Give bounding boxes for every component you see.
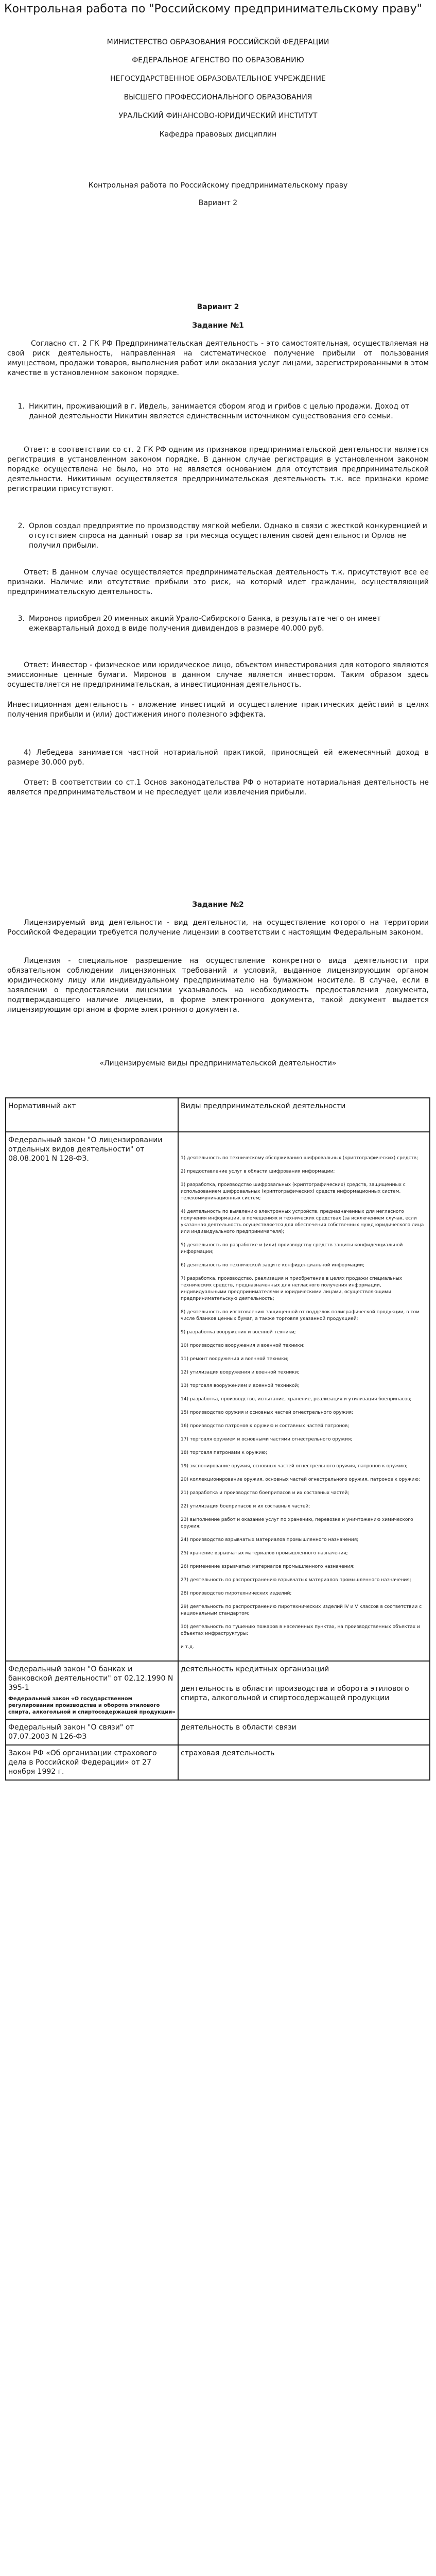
table-cell-act bbox=[6, 1661, 178, 1719]
licensed-activity-item: 21) разработка и производство боеприпасов и их составных частей; bbox=[181, 1490, 350, 1496]
licensed-activity-item: 18) торговля патронами к оружию; bbox=[181, 1450, 268, 1455]
subtitle: Контрольная работа по Российскому предпринимательскому праву bbox=[88, 181, 348, 190]
table-row bbox=[6, 1719, 430, 1745]
question-2-text: Орлов создал предприятие по производству мягкой мебели. Однако в связи с жесткой конкуренцией и отсутствием спроса на данный товар за три месяца осуществления своей деятельности Орлов не получил прибыли. bbox=[29, 522, 427, 550]
licensed-activity-item: 10) производство вооружения и военной техники; bbox=[181, 1343, 305, 1348]
variant-heading: Вариант 2 bbox=[197, 303, 239, 311]
licensed-activity-item: 19) экспонирование оружия, основных частей огнестрельного оружия, патронов к оружию; bbox=[181, 1464, 408, 1469]
table-row bbox=[6, 1745, 430, 1780]
question-3-text: Миронов приобрел 20 именных акций Урало-Сибирского Банка, в результате чего он имеет ежеквартальный доход в виде получения дивидендов в размере 40.000 руб. bbox=[29, 615, 381, 633]
table-cell-act: Федеральный закон "О лицензировании отдельных видов деятельности" от 08.08.2001 N 128-ФЗ. bbox=[6, 1132, 178, 1661]
licensed-activity-item: 15) производство оружия и основных частей огнестрельного оружия; bbox=[181, 1410, 354, 1415]
licensed-activity-item: 8) деятельность по изготовлению защищенной от подделок полиграфической продукции, в том числе бланков ценных бумаг, а также торговля указанной продукцией; bbox=[181, 1310, 420, 1321]
table-cell-act-alcohol: Федеральный закон «О государственном регулировании производства и оборота этилового спирта, алкогольной и спиртосодержащей продукции» bbox=[8, 1696, 176, 1715]
task1-heading: Задание №1 bbox=[192, 321, 244, 330]
licensed-activity-item: 6) деятельность по технической защите конфиденциальной информации; bbox=[181, 1263, 365, 1268]
answer-1: Ответ: в соответствии со ст. 2 ГК РФ одним из признаков предпринимательской деятельности является регистрация в установленном законом порядке. В данном случае регистрация в установленном законом порядке осуществлена не было, но это не является основанием для отсутствия предпринимательской деятельности. Никитиным осуществляется предпринимательская деятельность т.к. все признаки кроме регистрации присутствуют. bbox=[7, 446, 429, 493]
task2-heading: Задание №2 bbox=[192, 901, 244, 909]
investment-definition: Инвестиционная деятельность - вложение инвестиций и осуществление практических действий в целях получения прибыли и (или) достижения иного полезного эффекта. bbox=[7, 701, 429, 719]
header-line-2: ФЕДЕРАЛЬНОЕ АГЕНСТВО ПО ОБРАЗОВАНИЮ bbox=[132, 56, 304, 64]
question-1-text: Никитин, проживающий в г. Ивдель, занимается сбором ягод и грибов с целью продажи. Доход от данной деятельности Никитин является единственным источником существования его семьи. bbox=[29, 402, 410, 420]
licensed-activity-item: 27) деятельность по распространению взрывчатых материалов промышленного назначения; bbox=[181, 1578, 411, 1583]
table-row bbox=[6, 1132, 430, 1661]
licensed-activity-item: 24) производство взрывчатых материалов промышленного назначения; bbox=[181, 1537, 359, 1543]
licensed-activity-item: 17) торговля оружием и основными частями огнестрельного оружия; bbox=[181, 1437, 353, 1442]
variant-label: Вариант 2 bbox=[198, 199, 238, 207]
header-line-1: МИНИСТЕРСТВО ОБРАЗОВАНИЯ РОССИЙСКОЙ ФЕДЕРАЦИИ bbox=[107, 38, 329, 46]
licensed-activity-item: 11) ремонт вооружения и военной техники; bbox=[181, 1357, 289, 1362]
table-caption: «Лицензируемые виды предпринимательской деятельности» bbox=[99, 1059, 337, 1067]
licensed-activity-item: и т.д. bbox=[181, 1645, 194, 1650]
table-row bbox=[6, 1098, 430, 1132]
answer-4: Ответ: В соответствии со ст.1 Основ законодательства РФ о нотариате нотариальная деятельность не является предпринимательством и не преследует цели извлечения прибыли. bbox=[7, 778, 429, 796]
table-header-activities: Виды предпринимательской деятельности bbox=[178, 1098, 430, 1132]
licensed-activity-item: 14) разработка, производство, испытание, хранение, реализация и утилизация боеприпасов; bbox=[181, 1397, 412, 1402]
licensed-activity-item: 29) деятельность по распространению пиротехнических изделий IV и V классов в соответствии с национальным стандартом; bbox=[181, 1604, 422, 1616]
answer-3: Ответ: Инвестор - физическое или юридическое лицо, объектом инвестирования для которого являются эмиссионные ценные бумаги. Миронов в данном случае является инвестором. Таким образом здесь осуществляется не предпринимательская, а инвестиционная деятельность. bbox=[7, 661, 429, 689]
licensed-activity-item: 25) хранение взрывчатых материалов промышленного назначения; bbox=[181, 1551, 348, 1556]
licensed-activity-item: 4) деятельность по выявлению электронных устройств, предназначенных для негласного получения информации, в помещениях и технических средствах (за исключением случая, если указанная деятельность осуществляется для обеспечения собственных нужд юридического лица или индивидуального предпринимателя); bbox=[181, 1209, 424, 1234]
table-row bbox=[6, 1661, 430, 1719]
table-cell-activity: деятельность в области производства и оборота этилового спирта, алкогольной и спиртосодержащей продукции bbox=[181, 1685, 409, 1702]
table-cell-activity: деятельность кредитных организаций bbox=[181, 1665, 329, 1673]
licensed-activities-table bbox=[5, 1097, 430, 1781]
task2-paragraph-2: Лицензия - специальное разрешение на осуществление конкретного вида деятельности при обязательном соблюдении лицензионных требований и условий, выданное лицензирующим органом юридическому лицу или индивидуальному предпринимателю на бумажном носителе. В случае, если в заявлении о предоставлении лицензии указывалось на необходимость предоставления документа, подтверждающего наличие лицензии, в форме электронного документа, такой документ выдается лицензирующим органом в форме электронного документа. bbox=[7, 957, 429, 1014]
licensed-activity-item: 26) применение взрывчатых материалов промышленного назначения; bbox=[181, 1564, 355, 1569]
header-line-6: Кафедра правовых дисциплин bbox=[159, 130, 277, 139]
licensed-activity-item: 9) разработка вооружения и военной техники; bbox=[181, 1330, 296, 1335]
licensed-activity-item: 2) предоставление услуг в области шифрования информации; bbox=[181, 1169, 335, 1174]
licensed-activity-item: 23) выполнение работ и оказание услуг по хранению, перевозке и уничтожению химического оружия; bbox=[181, 1517, 413, 1529]
table-cell-activities bbox=[178, 1661, 430, 1719]
table-cell-act: Федеральный закон "О связи" от 07.07.2003 N 126-ФЗ bbox=[6, 1719, 178, 1745]
licensed-activity-item: 7) разработка, производство, реализация и приобретение в целях продажи специальных технических средств, предназначенных для негласного получения информации, индивидуальными предпринимателями и юридическими лицами, осуществляющими предпринимательскую деятельность; bbox=[181, 1276, 403, 1301]
licensed-activity-item: 16) производство патронов к оружию и составных частей патронов; bbox=[181, 1423, 350, 1429]
task2-paragraph-1: Лицензируемый вид деятельности - вид деятельности, на осуществление которого на территории Российской Федерации требуется получение лицензии в соответствии с настоящим Федеральным законом. bbox=[7, 919, 429, 937]
table-cell-activity: страховая деятельность bbox=[178, 1745, 430, 1780]
table-cell-act-banks: Федеральный закон "О банках и банковской деятельности" от 02.12.1990 N 395-1 bbox=[8, 1665, 173, 1692]
page-title: Контрольная работа по "Российскому предпринимательскому праву" bbox=[4, 3, 422, 15]
question-1: 1. Никитин, проживающий в г. Ивдель, занимается сбором ягод и грибов с целью продажи. Доход от данной деятельности Никитин является единственным источником существования его семьи. bbox=[7, 402, 429, 421]
question-2: 2. Орлов создал предприятие по производству мягкой мебели. Однако в связи с жесткой конкуренцией и отсутствием спроса на данный товар за три месяца осуществления своей деятельности Орлов не получил прибыли. bbox=[7, 521, 429, 551]
licensed-activity-item: 20) коллекционирование оружия, основных частей огнестрельного оружия, патронов к оружию; bbox=[181, 1477, 420, 1482]
table-cell-activity: деятельность в области связи bbox=[178, 1719, 430, 1745]
licensed-activity-item: 13) торговля вооружением и военной техникой; bbox=[181, 1383, 300, 1388]
licensed-activity-item: 12) утилизация вооружения и военной техники; bbox=[181, 1370, 300, 1375]
table-header-act: Нормативный акт bbox=[6, 1098, 178, 1132]
header-line-5: УРАЛЬСКИЙ ФИНАНСОВО-ЮРИДИЧЕСКИЙ ИНСТИТУТ bbox=[118, 112, 318, 120]
table-cell-act: Закон РФ «Об организации страхового дела в Российской Федерации» от 27 ноября 1992 г. bbox=[6, 1745, 178, 1780]
licensed-activity-item: 22) утилизация боеприпасов и их составных частей; bbox=[181, 1504, 310, 1509]
header-line-4: ВЫСШЕГО ПРОФЕССИОНАЛЬНОГО ОБРАЗОВАНИЯ bbox=[124, 93, 312, 101]
table-cell-activities bbox=[178, 1132, 430, 1661]
task1-intro: Согласно ст. 2 ГК РФ Предпринимательская деятельность - это самостоятельная, осуществляемая на свой риск деятельность, направленная на систематическое получение прибыли от пользования имуществом, продажи товаров, выполнения работ или оказания услуг лицами, зарегистрированными в этом качестве в установленном законом порядке. bbox=[7, 340, 429, 377]
question-3: 3. Миронов приобрел 20 именных акций Урало-Сибирского Банка, в результате чего он имеет ежеквартальный доход в виде получения дивидендов в размере 40.000 руб. bbox=[7, 614, 429, 634]
licensed-activity-item: 30) деятельность по тушению пожаров в населенных пунктах, на производственных объектах и объектах инфраструктуры; bbox=[181, 1624, 420, 1636]
answer-2: Ответ: В данном случае осуществляется предпринимательская деятельность т.к. присутствуют все ее признаки. Наличие или отсутствие прибыли это риск, на который идет гражданин, осуществляющий предпринимательскую деятельность. bbox=[7, 568, 429, 596]
licensed-activity-item: 5) деятельность по разработке и (или) производству средств защиты конфиденциальной информации; bbox=[181, 1243, 403, 1255]
question-4: 4) Лебедева занимается частной нотариальной практикой, приносящей ей ежемесячный доход в размере 30.000 руб. bbox=[7, 749, 429, 767]
licensed-activity-item: 28) производство пиротехнических изделий; bbox=[181, 1591, 292, 1596]
licensed-activity-item: 1) деятельность по техническому обслуживанию шифровальных (криптографических) средств; bbox=[181, 1156, 418, 1161]
licensed-activity-item: 3) разработка, производство шифровальных (криптографических) средств, защищенных с использованием шифровальных (криптографических) средств информационных систем, телекоммуникационных систем; bbox=[181, 1182, 406, 1201]
header-line-3: НЕГОСУДАРСТВЕННОЕ ОБРАЗОВАТЕЛЬНОЕ УЧРЕЖДЕНИЕ bbox=[110, 75, 326, 83]
